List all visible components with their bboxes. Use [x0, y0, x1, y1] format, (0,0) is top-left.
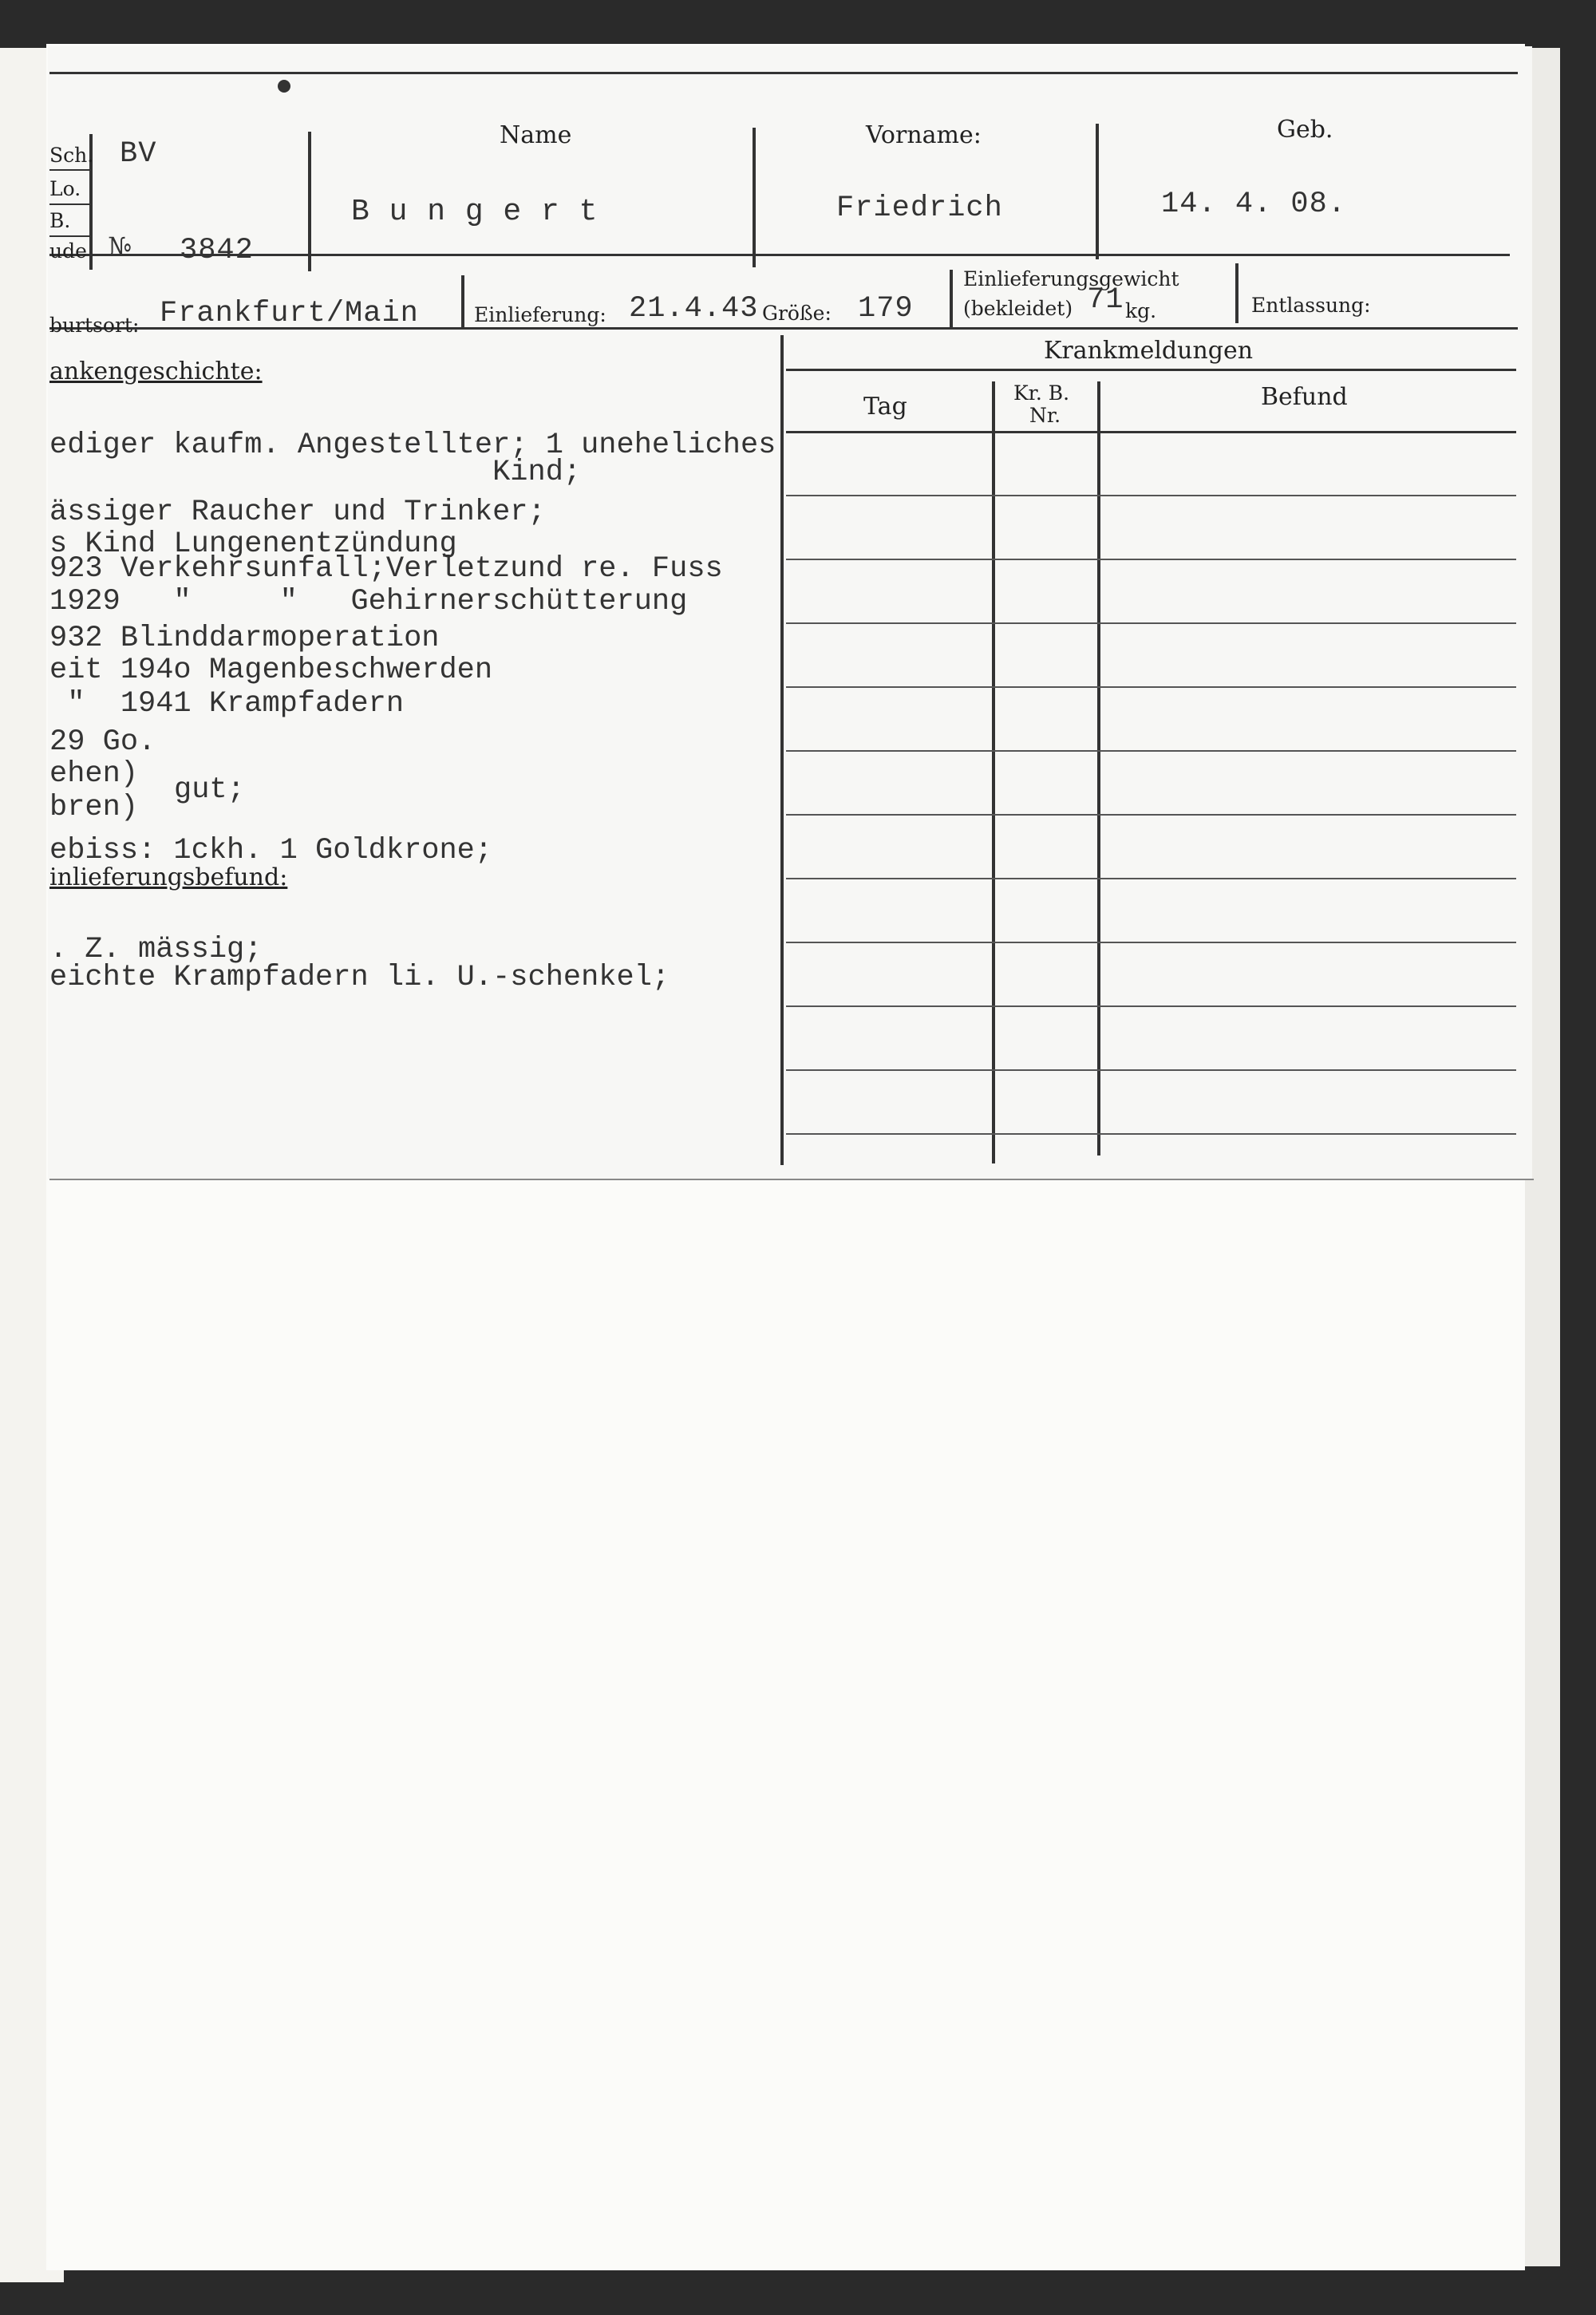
form-bottom-rule	[49, 1179, 1534, 1180]
number-prefix: №	[108, 231, 133, 262]
table-row-rule	[786, 622, 1516, 624]
name-label: Name	[500, 121, 572, 149]
gewicht-label-2: (bekleidet)	[963, 297, 1073, 320]
prisoner-number: 3842	[180, 234, 254, 267]
groesse-label: Größe:	[762, 302, 832, 325]
entlassung-label: Entlassung:	[1251, 294, 1371, 317]
vorname-value: Friedrich	[836, 192, 1003, 225]
table-row-rule	[786, 814, 1516, 816]
history-line: ediger kaufm. Angestellter; 1 uneheliches	[49, 429, 776, 462]
column-header-befund: Befund	[1261, 383, 1348, 411]
history-line: 1929 " " Gehirnerschütterung	[49, 585, 688, 618]
history-line: 923 Verkehrsunfall;Verletzund re. Fuss	[49, 552, 723, 586]
left-label-4: ude	[49, 239, 87, 263]
row2-divider-2	[950, 270, 953, 330]
table-row-rule	[786, 1005, 1516, 1007]
column-divider-1	[992, 381, 995, 1163]
geburtsort-label: burtsort:	[49, 314, 140, 337]
gewicht-label-1: Einlieferungsgewicht	[963, 267, 1179, 290]
geburtsort-value: Frankfurt/Main	[160, 297, 419, 330]
groesse-value: 179	[858, 292, 914, 326]
krankmeldungen-title-rule	[786, 369, 1516, 371]
gewicht-value: 71	[1087, 283, 1124, 317]
header-divider-2	[753, 128, 756, 267]
top-rule	[49, 72, 1518, 74]
table-row-rule	[786, 942, 1516, 943]
befund-line: . Z. mässig;	[49, 933, 263, 966]
krankengeschichte-label: ankengeschichte:	[49, 358, 263, 385]
row2-divider-3	[1235, 263, 1238, 323]
vorname-label: Vorname:	[866, 121, 982, 149]
table-row-rule	[786, 495, 1516, 496]
table-row-rule	[786, 686, 1516, 688]
history-line: ässiger Raucher und Trinker;	[49, 496, 546, 529]
left-label-2: Lo.	[49, 177, 81, 200]
left-label-3: B.	[49, 209, 71, 232]
table-row-rule	[786, 559, 1516, 560]
punch-hole	[278, 80, 290, 93]
table-row-rule	[786, 750, 1516, 752]
krankmeldungen-left-border	[780, 335, 784, 1165]
history-line: " 1941 Krampfadern	[49, 687, 405, 721]
table-row-rule	[786, 1133, 1516, 1135]
befund-line: eichte Krampfadern li. U.-schenkel;	[49, 961, 670, 994]
column-header-krb-2: Nr.	[1029, 404, 1061, 427]
header-divider-1	[308, 132, 311, 271]
krankmeldungen-header-rule	[786, 431, 1516, 433]
left-label-rule-1	[49, 169, 89, 171]
senses-line-1: ehen)	[49, 757, 139, 791]
gewicht-unit: kg.	[1125, 299, 1157, 322]
senses-value: gut;	[174, 773, 245, 807]
geb-value: 14. 4. 08.	[1161, 188, 1347, 221]
table-row-rule	[786, 878, 1516, 879]
category-value: BV	[120, 137, 157, 171]
column-header-krb-1: Kr. B.	[1013, 381, 1070, 405]
header-divider-3	[1096, 124, 1099, 259]
name-value: B u n g e r t	[351, 195, 598, 229]
einlieferungsbefund-label: inlieferungsbefund:	[49, 863, 288, 891]
einlieferung-value: 21.4.43	[629, 292, 759, 326]
column-divider-2	[1097, 381, 1100, 1156]
table-row-rule	[786, 1069, 1516, 1071]
history-line: Kind;	[49, 456, 582, 489]
left-label-1: Sch.	[49, 144, 94, 167]
history-line: 932 Blinddarmoperation	[49, 622, 440, 655]
history-line: s Kind Lungenentzündung	[49, 527, 457, 561]
gebiss-line: ebiss: 1ckh. 1 Goldkrone;	[49, 834, 493, 867]
history-line: eit 194o Magenbeschwerden	[49, 654, 493, 687]
senses-line-2: bren)	[49, 791, 139, 824]
left-label-rule-2	[49, 203, 89, 205]
row2-divider-1	[461, 275, 464, 330]
left-label-rule-3	[49, 235, 89, 237]
column-header-tag: Tag	[863, 393, 907, 421]
einlieferung-label: Einlieferung:	[474, 303, 606, 326]
header-bottom-rule	[49, 254, 1510, 256]
geb-label: Geb.	[1277, 116, 1333, 144]
krankmeldungen-title: Krankmeldungen	[1044, 337, 1254, 365]
history-line: 29 Go.	[49, 725, 156, 759]
